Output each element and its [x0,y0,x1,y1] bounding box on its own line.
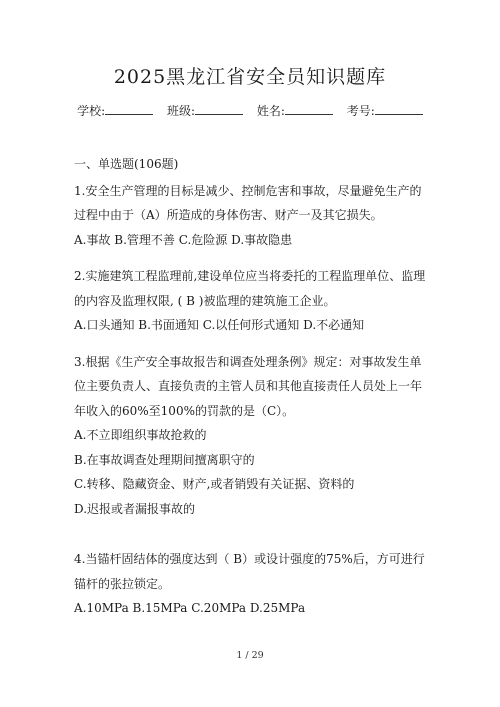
spacer [74,521,430,547]
document-title: 2025黑龙江省安全员知识题库 [113,66,387,88]
question-stem: 2.实施建筑工程监理前,建设单位应当将委托的工程监理单位、监理的内容及监理权限, ( B )被监理的建筑施工企业。 [74,269,426,308]
question-4 [74,547,430,621]
option-b: B.在事故调查处理期间擅离职守的 [74,452,255,467]
spacer [74,252,430,264]
question-3 [74,350,430,522]
question-2 [74,264,430,338]
name-label: 姓名: [256,104,285,118]
class-field [167,104,247,118]
question-list [74,152,430,621]
question-stem: 1.安全生产管理的目标是减少、控制危害和事故，尽量避免生产的过程中由于（A）所造成的身体伤害、财产一及其它损失。 [74,183,422,222]
exam-no-field [347,104,423,118]
question-stem: 3.根据《生产安全事故报告和调查处理条例》规定：对事故发生单位主要负责人、直接负责的主管人员和其他直接责任人员处上一年年收入的60%至100%的罚款的是（C）。 [74,354,423,418]
class-label: 班级: [167,104,196,118]
section-heading: 一、单选题(106题) [74,157,179,171]
question-options: A.口头通知 B.书面通知 C.以任何形式通知 D.不必通知 [74,318,365,332]
page-number: 1 / 29 [236,650,264,661]
option-d: D.迟报或者漏报事故的 [74,501,196,516]
question-stem: 4.当锚杆固结体的强度达到（ B）或设计强度的75%后，方可进行锚杆的张拉锁定。 [74,552,425,591]
question-options: A.事故 B.管理不善 C.危险源 D.事故隐患 [74,232,293,247]
question-1 [74,179,430,253]
student-info-line [0,102,500,119]
class-blank [195,103,243,115]
exam-no-label: 考号: [346,104,375,118]
school-field [77,104,157,118]
exam-no-blank [375,103,423,115]
school-label: 学校: [77,104,106,118]
option-a: A.不立即组织事故抢救的 [74,428,207,442]
name-field [257,104,337,118]
name-blank [285,103,333,115]
option-c: C.转移、隐藏资金、财产,或者销毁有关证据、资料的 [74,477,355,491]
school-blank [105,103,153,115]
question-options: A.10MPa B.15MPa C.20MPa D.25MPa [74,601,306,615]
spacer [74,338,430,350]
